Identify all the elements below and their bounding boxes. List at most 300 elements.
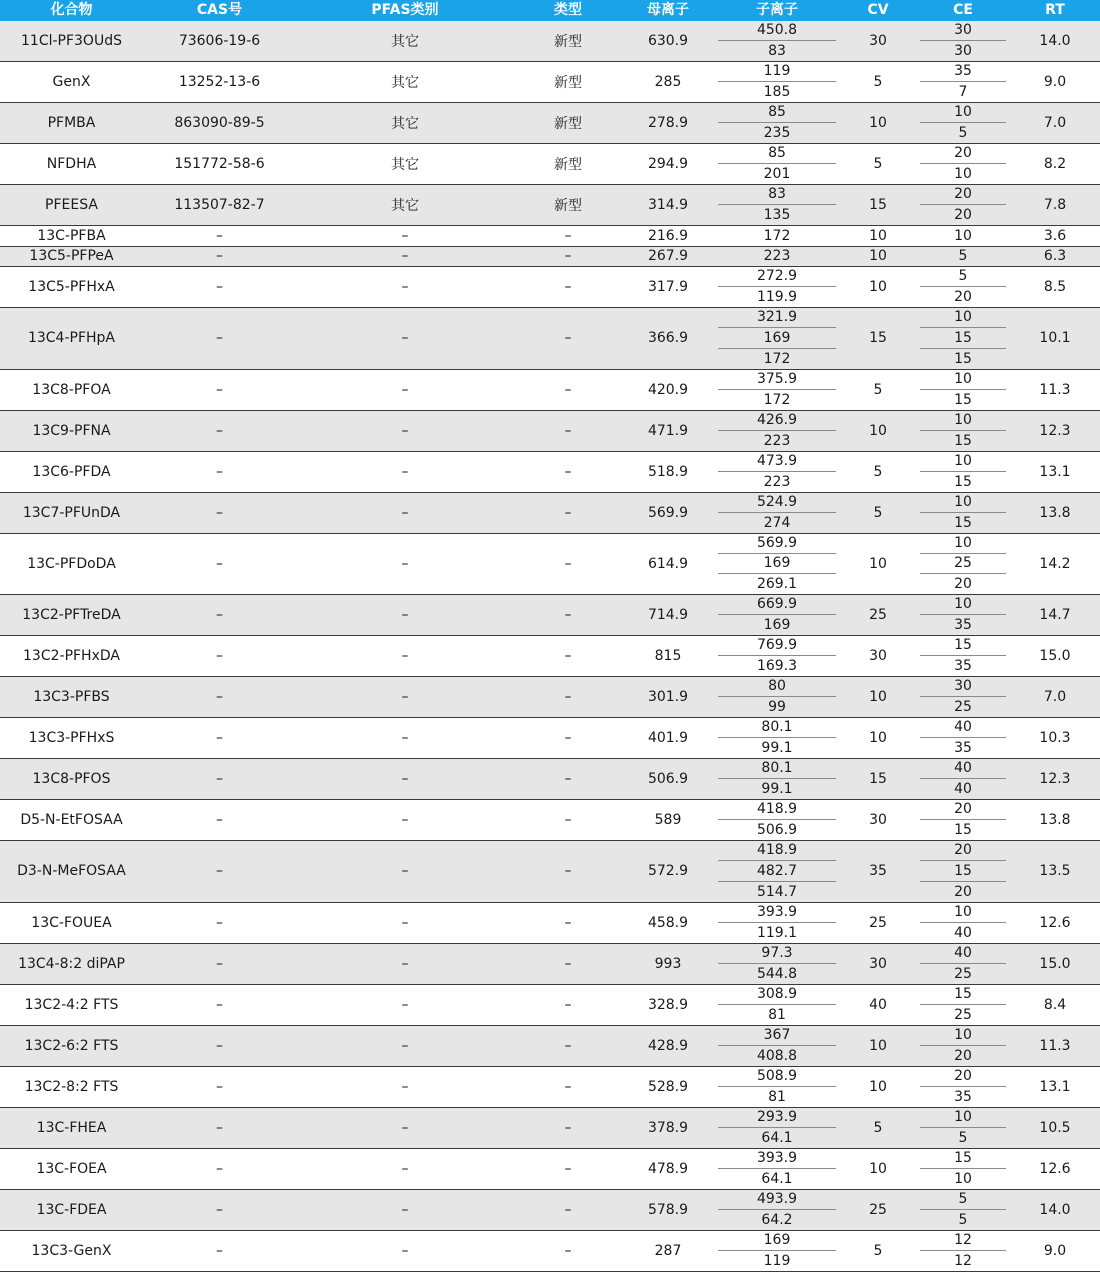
parent-ion-cell: 328.9 xyxy=(647,996,689,1013)
cv-cell: 10 xyxy=(869,248,887,265)
product-ion-value: 99 xyxy=(768,699,786,716)
product-ion-value: 119 xyxy=(718,62,836,83)
product-ion-cell xyxy=(714,944,840,984)
product-ion-value: 408.8 xyxy=(756,1047,798,1064)
product-ion-cell xyxy=(714,144,840,184)
compound-cell: 13C9-PFNA xyxy=(32,422,111,439)
cv-cell: 25 xyxy=(869,1201,887,1218)
product-ion-value: 64.1 xyxy=(761,1129,793,1146)
parent-ion-cell: 317.9 xyxy=(647,279,689,295)
product-ion-value: 769.9 xyxy=(718,636,836,657)
category-cell: 其它 xyxy=(391,116,419,132)
table-row xyxy=(0,267,1100,308)
ce-value: 20 xyxy=(954,289,972,306)
product-ion-list xyxy=(718,943,836,984)
ce-cell xyxy=(916,1108,1010,1148)
ce-value: 20 xyxy=(954,207,972,224)
ce-cell xyxy=(916,985,1010,1025)
ce-list xyxy=(920,492,1006,533)
ce-value: 20 xyxy=(954,576,972,593)
product-ion-value: 169 xyxy=(718,554,836,575)
product-ion-value: 83 xyxy=(718,185,836,206)
parent-ion-cell: 528.9 xyxy=(647,1078,689,1095)
product-ion-value: 669.9 xyxy=(718,595,836,616)
table-row xyxy=(0,718,1100,759)
type-cell: 新型 xyxy=(554,116,582,132)
product-ion-list xyxy=(718,1230,836,1271)
parent-ion-cell: 572.9 xyxy=(647,863,689,880)
ce-value: 35 xyxy=(920,62,1006,83)
ce-cell xyxy=(916,185,1010,225)
product-ion-value: 119 xyxy=(763,1252,791,1269)
product-ion-list xyxy=(718,451,836,492)
category-cell: – xyxy=(401,1119,409,1136)
product-ion-list xyxy=(718,492,836,533)
cv-cell: 30 xyxy=(869,648,887,664)
product-ion-cell xyxy=(714,62,840,102)
cas-cell: – xyxy=(216,422,223,439)
category-cell: – xyxy=(401,1201,409,1218)
cv-cell: 10 xyxy=(869,279,887,295)
product-ion-list xyxy=(718,902,836,943)
ce-value: 10 xyxy=(954,227,972,244)
product-ion-value: 506.9 xyxy=(756,822,798,839)
ce-value: 15 xyxy=(920,984,1006,1005)
category-cell: – xyxy=(401,812,409,828)
table-row xyxy=(0,944,1100,985)
ce-value: 10 xyxy=(920,451,1006,472)
cv-cell: 25 xyxy=(869,914,887,931)
rt-cell: 14.0 xyxy=(1039,33,1071,49)
header-ce: CE xyxy=(953,2,973,18)
cv-cell: 30 xyxy=(869,812,887,828)
ce-cell xyxy=(916,903,1010,943)
rt-cell: 13.1 xyxy=(1039,463,1071,480)
parent-ion-cell: 478.9 xyxy=(647,1160,689,1177)
product-ion-cell xyxy=(714,21,840,61)
table-row xyxy=(0,985,1100,1026)
cv-cell: 5 xyxy=(873,74,883,90)
product-ion-value: 524.9 xyxy=(718,492,836,513)
compound-cell: 13C-FOUEA xyxy=(31,914,112,931)
parent-ion-cell: 993 xyxy=(654,955,682,972)
ce-cell xyxy=(916,144,1010,184)
cas-cell: – xyxy=(216,914,223,931)
ce-cell xyxy=(916,452,1010,492)
cv-cell: 10 xyxy=(869,555,887,572)
compound-cell: 13C2-6:2 FTS xyxy=(24,1037,119,1054)
header-rt: RT xyxy=(1045,2,1065,18)
product-ion-cell xyxy=(714,370,840,410)
ce-value: 30 xyxy=(954,43,972,60)
ce-list xyxy=(920,369,1006,410)
ce-value: 20 xyxy=(920,1066,1006,1087)
compound-cell: 13C-FHEA xyxy=(36,1119,107,1136)
product-ion-value: 235 xyxy=(763,125,791,142)
cas-cell: – xyxy=(216,1037,223,1054)
ce-cell xyxy=(916,370,1010,410)
table-row xyxy=(0,1231,1100,1272)
cv-cell: 5 xyxy=(873,381,883,398)
compound-cell: 13C3-PFBS xyxy=(33,689,110,705)
ce-value: 10 xyxy=(920,1025,1006,1046)
ce-value: 30 xyxy=(920,21,1006,42)
parent-ion-cell: 294.9 xyxy=(647,156,689,172)
cas-cell: – xyxy=(216,1242,223,1259)
parent-ion-cell: 314.9 xyxy=(647,197,689,213)
table-row xyxy=(0,800,1100,841)
ce-value: 40 xyxy=(954,924,972,941)
parent-ion-cell: 578.9 xyxy=(647,1201,689,1218)
cas-cell: – xyxy=(216,863,223,880)
product-ion-list xyxy=(718,759,836,800)
table-row xyxy=(0,903,1100,944)
ce-list xyxy=(920,308,1006,370)
product-ion-value: 308.9 xyxy=(718,984,836,1005)
parent-ion-cell: 285 xyxy=(654,74,682,90)
ce-list xyxy=(920,841,1006,903)
header-pfas-category: PFAS类别 xyxy=(371,2,439,18)
header-cv: CV xyxy=(867,2,889,18)
table-row xyxy=(0,452,1100,493)
rt-cell: 7.8 xyxy=(1043,197,1067,213)
category-cell: – xyxy=(401,996,409,1013)
product-ion-value: 64.1 xyxy=(761,1170,793,1187)
cas-cell: – xyxy=(216,381,223,398)
type-cell: – xyxy=(564,1119,572,1136)
ce-value: 7 xyxy=(958,84,968,101)
product-ion-value: 172 xyxy=(763,350,791,367)
category-cell: – xyxy=(401,914,409,931)
ce-list xyxy=(920,1189,1006,1230)
ce-list xyxy=(920,226,1006,247)
product-ion-list xyxy=(718,800,836,841)
table-row xyxy=(0,493,1100,534)
rt-cell: 8.2 xyxy=(1043,156,1067,172)
category-cell: – xyxy=(401,381,409,398)
cas-cell: – xyxy=(216,248,223,265)
ce-cell xyxy=(916,103,1010,143)
product-ion-value: 393.9 xyxy=(718,902,836,923)
ce-list xyxy=(920,1230,1006,1271)
product-ion-list xyxy=(718,677,836,718)
rt-cell: 13.5 xyxy=(1039,863,1071,880)
compound-cell: 13C4-8:2 diPAP xyxy=(18,955,125,972)
ce-value: 10 xyxy=(954,1170,972,1187)
ce-value: 10 xyxy=(920,492,1006,513)
product-ion-list xyxy=(718,103,836,144)
cv-cell: 30 xyxy=(869,955,887,972)
product-ion-value: 172 xyxy=(763,227,791,244)
rt-cell: 6.3 xyxy=(1043,248,1067,265)
ce-value: 12 xyxy=(920,1230,1006,1251)
ce-list xyxy=(920,103,1006,144)
cas-cell: – xyxy=(216,996,223,1013)
parent-ion-cell: 301.9 xyxy=(647,689,689,705)
parent-ion-cell: 278.9 xyxy=(647,115,689,131)
category-cell: – xyxy=(401,607,409,623)
product-ion-value: 418.9 xyxy=(718,800,836,821)
ce-value: 12 xyxy=(954,1252,972,1269)
type-cell: – xyxy=(564,689,572,705)
ce-value: 15 xyxy=(954,391,972,408)
product-ion-list xyxy=(718,595,836,636)
cv-cell: 10 xyxy=(869,1078,887,1095)
product-ion-value: 169 xyxy=(718,1230,836,1251)
ce-value: 5 xyxy=(920,267,1006,288)
product-ion-value: 482.7 xyxy=(718,861,836,882)
rt-cell: 12.3 xyxy=(1039,771,1071,787)
ce-list xyxy=(920,410,1006,451)
ce-cell xyxy=(916,1149,1010,1189)
type-cell: – xyxy=(564,1242,572,1259)
product-ion-cell xyxy=(714,636,840,676)
product-ion-value: 80.1 xyxy=(718,718,836,739)
cv-cell: 10 xyxy=(869,1037,887,1054)
ce-value: 5 xyxy=(920,1189,1006,1210)
product-ion-cell xyxy=(714,247,840,267)
table-row xyxy=(0,226,1100,247)
ce-cell xyxy=(916,677,1010,717)
parent-ion-cell: 589 xyxy=(654,812,682,828)
ce-value: 40 xyxy=(920,943,1006,964)
category-cell: – xyxy=(401,330,409,347)
product-ion-cell xyxy=(714,800,840,840)
parent-ion-cell: 569.9 xyxy=(647,504,689,521)
product-ion-list xyxy=(718,1066,836,1107)
product-ion-list xyxy=(718,246,836,267)
compound-cell: 13C6-PFDA xyxy=(32,463,111,480)
parent-ion-cell: 267.9 xyxy=(647,248,689,265)
compound-cell: PFMBA xyxy=(47,115,96,131)
product-ion-value: 269.1 xyxy=(756,576,798,593)
ce-value: 30 xyxy=(920,677,1006,698)
compound-cell: D3-N-MeFOSAA xyxy=(17,863,126,880)
ce-value: 10 xyxy=(954,166,972,183)
product-ion-value: 514.7 xyxy=(756,883,798,900)
ce-value: 10 xyxy=(920,369,1006,390)
type-cell: – xyxy=(564,812,572,828)
product-ion-cell xyxy=(714,308,840,369)
ce-cell xyxy=(916,226,1010,246)
product-ion-list xyxy=(718,718,836,759)
ce-list xyxy=(920,62,1006,103)
rt-cell: 10.5 xyxy=(1039,1119,1071,1136)
cas-cell: – xyxy=(216,1119,223,1136)
cas-cell: – xyxy=(216,227,223,244)
ce-cell xyxy=(916,308,1010,369)
table-row xyxy=(0,595,1100,636)
ce-list xyxy=(920,1107,1006,1148)
rt-cell: 12.6 xyxy=(1039,914,1071,931)
ce-list xyxy=(920,451,1006,492)
ce-value: 35 xyxy=(954,740,972,757)
category-cell: – xyxy=(401,1078,409,1095)
product-ion-value: 80 xyxy=(718,677,836,698)
type-cell: – xyxy=(564,914,572,931)
rt-cell: 15.0 xyxy=(1039,955,1071,972)
cv-cell: 5 xyxy=(873,1242,883,1259)
cas-cell: 73606-19-6 xyxy=(178,33,261,49)
product-ion-list xyxy=(718,369,836,410)
product-ion-value: 169 xyxy=(718,328,836,349)
ce-value: 35 xyxy=(954,1088,972,1105)
product-ion-value: 81 xyxy=(768,1088,786,1105)
table-row xyxy=(0,411,1100,452)
type-cell: – xyxy=(564,863,572,880)
ce-value: 15 xyxy=(920,328,1006,349)
table-row xyxy=(0,1108,1100,1149)
product-ion-cell xyxy=(714,534,840,595)
product-ion-value: 85 xyxy=(718,103,836,124)
product-ion-list xyxy=(718,62,836,103)
parent-ion-cell: 428.9 xyxy=(647,1037,689,1054)
ce-value: 15 xyxy=(920,1148,1006,1169)
product-ion-cell xyxy=(714,1149,840,1189)
ce-value: 5 xyxy=(958,1211,968,1228)
product-ion-value: 81 xyxy=(768,1006,786,1023)
ce-list xyxy=(920,144,1006,185)
cv-cell: 5 xyxy=(873,1119,883,1136)
compound-cell: 13C3-GenX xyxy=(31,1242,112,1259)
ce-list xyxy=(920,943,1006,984)
category-cell: – xyxy=(401,555,409,572)
cv-cell: 10 xyxy=(869,227,887,244)
cas-cell: – xyxy=(216,463,223,480)
rt-cell: 7.0 xyxy=(1043,689,1067,705)
cv-cell: 30 xyxy=(869,33,887,49)
table-row xyxy=(0,62,1100,103)
table-row xyxy=(0,370,1100,411)
cas-cell: – xyxy=(216,1201,223,1218)
type-cell: – xyxy=(564,279,572,295)
table-row xyxy=(0,103,1100,144)
type-cell: – xyxy=(564,771,572,787)
cv-cell: 10 xyxy=(869,422,887,439)
ce-value: 5 xyxy=(958,1129,968,1146)
product-ion-cell xyxy=(714,718,840,758)
product-ion-list xyxy=(718,308,836,370)
ce-value: 15 xyxy=(954,822,972,839)
ce-list xyxy=(920,902,1006,943)
table-row xyxy=(0,677,1100,718)
ce-cell xyxy=(916,759,1010,799)
header-type: 类型 xyxy=(554,2,582,18)
compound-cell: 13C4-PFHpA xyxy=(27,330,116,347)
type-cell: 新型 xyxy=(554,34,582,50)
parent-ion-cell: 506.9 xyxy=(647,771,689,787)
cas-cell: – xyxy=(216,279,223,295)
cv-cell: 35 xyxy=(869,863,887,880)
cv-cell: 10 xyxy=(869,730,887,746)
ce-cell xyxy=(916,841,1010,902)
table-row xyxy=(0,144,1100,185)
rt-cell: 10.3 xyxy=(1039,730,1071,746)
product-ion-value: 97.3 xyxy=(718,943,836,964)
header-compound: 化合物 xyxy=(50,2,93,18)
category-cell: 其它 xyxy=(391,198,419,214)
cas-cell: – xyxy=(216,955,223,972)
product-ion-value: 426.9 xyxy=(718,410,836,431)
ce-list xyxy=(920,718,1006,759)
ce-value: 20 xyxy=(920,841,1006,862)
table-row xyxy=(0,1026,1100,1067)
product-ion-list xyxy=(718,267,836,308)
product-ion-cell xyxy=(714,1108,840,1148)
cas-cell: 13252-13-6 xyxy=(178,74,261,90)
cas-cell: – xyxy=(216,689,223,705)
ce-cell xyxy=(916,1190,1010,1230)
product-ion-list xyxy=(718,636,836,677)
cas-cell: 863090-89-5 xyxy=(174,115,265,131)
parent-ion-cell: 216.9 xyxy=(647,227,689,244)
ce-value: 40 xyxy=(920,759,1006,780)
ce-list xyxy=(920,21,1006,62)
ce-cell xyxy=(916,411,1010,451)
ce-list xyxy=(920,1148,1006,1189)
product-ion-cell xyxy=(714,493,840,533)
product-ion-list xyxy=(718,185,836,226)
ce-cell xyxy=(916,636,1010,676)
ce-cell xyxy=(916,1067,1010,1107)
compound-cell: GenX xyxy=(52,74,91,90)
cas-cell: – xyxy=(216,812,223,828)
ce-list xyxy=(920,984,1006,1025)
product-ion-cell xyxy=(714,1067,840,1107)
cv-cell: 25 xyxy=(869,607,887,623)
ce-value: 10 xyxy=(920,595,1006,616)
product-ion-value: 80.1 xyxy=(718,759,836,780)
product-ion-value: 119.9 xyxy=(756,289,798,306)
ce-cell xyxy=(916,595,1010,635)
category-cell: – xyxy=(401,689,409,705)
type-cell: 新型 xyxy=(554,157,582,173)
type-cell: – xyxy=(564,648,572,664)
category-cell: – xyxy=(401,248,409,265)
compound-cell: 13C2-8:2 FTS xyxy=(24,1078,119,1095)
product-ion-value: 223 xyxy=(763,248,791,265)
header-product-ion: 子离子 xyxy=(756,2,798,18)
product-ion-cell xyxy=(714,267,840,307)
parent-ion-cell: 287 xyxy=(654,1242,682,1259)
product-ion-value: 85 xyxy=(718,144,836,165)
type-cell: – xyxy=(564,504,572,521)
ce-value: 25 xyxy=(954,699,972,716)
type-cell: – xyxy=(564,381,572,398)
product-ion-value: 544.8 xyxy=(756,965,798,982)
category-cell: – xyxy=(401,648,409,664)
compound-cell: 11Cl-PF3OUdS xyxy=(21,33,122,49)
cas-cell: – xyxy=(216,330,223,347)
ce-cell xyxy=(916,21,1010,61)
ce-value: 20 xyxy=(954,883,972,900)
compound-cell: 13C-FDEA xyxy=(36,1201,107,1218)
ce-value: 15 xyxy=(954,432,972,449)
product-ion-list xyxy=(718,984,836,1025)
product-ion-value: 201 xyxy=(763,166,791,183)
ce-value: 10 xyxy=(920,533,1006,554)
product-ion-list xyxy=(718,841,836,903)
type-cell: 新型 xyxy=(554,75,582,91)
type-cell: – xyxy=(564,227,572,244)
cv-cell: 10 xyxy=(869,1160,887,1177)
parent-ion-cell: 378.9 xyxy=(647,1119,689,1136)
product-ion-value: 569.9 xyxy=(718,533,836,554)
table-row xyxy=(0,308,1100,370)
category-cell: – xyxy=(401,1160,409,1177)
rt-cell: 15.0 xyxy=(1039,648,1071,664)
ce-list xyxy=(920,267,1006,308)
